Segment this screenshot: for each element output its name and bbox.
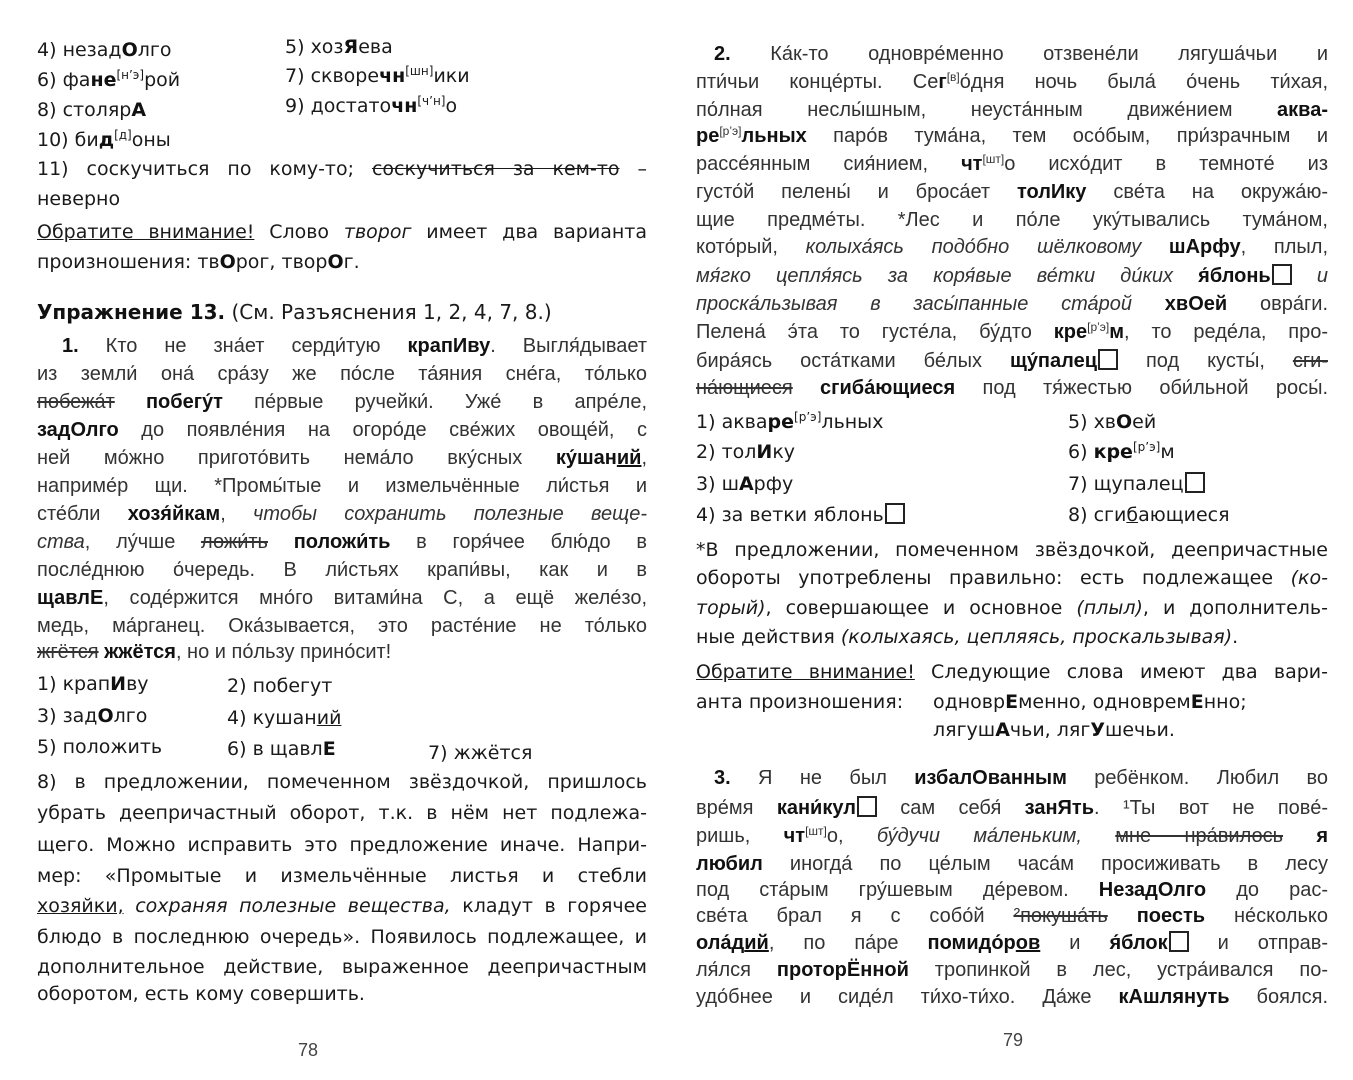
answer-item: 7) щупалец [1068,472,1205,496]
text-line: све́та брал я с собо́й ²покуша́ть поесть не́сколько [696,905,1328,927]
note-attention-words: одноврЕменно, одновремЕнно; [933,691,1247,713]
text-line: *В предложении, помеченном звёздочкой, деепричастные [696,539,1328,561]
text-line: убрать деепричастный оборот, т.к. в нём нет подлежа- [37,802,647,824]
text-line: из земли́ она́ сра́зу же по́сле та́яния сне́га, то́лько [37,363,647,385]
text-line: пти́чьи конце́рты. Сег[в]о́дня ночь была́ о́чень ти́хая, [696,70,1328,93]
text-line: 2. Ка́к-то одновре́менно отзвене́ли лягуша́чьи и [714,43,1328,65]
text-line: побежа́т побегу́т пе́рвые ручейки́. Уже́ в апре́ле, [37,391,648,413]
page-number: 79 [1003,1030,1024,1050]
text-line: блюдо в последнюю очередь». Появилось подлежащее, и [37,926,647,948]
text-line: щего. Можно исправить это предложение иначе. Напри- [37,834,647,856]
text-line: оборотом, есть кому совершить. [37,983,365,1005]
text-line: торый), совершающее и основное (плыл), и дополнитель- [696,597,1328,619]
text-line: ля́лся проторЁнной тропинкой в лес, устра́ивался по- [696,959,1328,981]
answer-item: 5) положить [37,736,163,758]
note-attention-words: лягушАчьи, лягУшечьи. [933,719,1175,741]
note-attention-line2: произношения: твОрог, творОг. [37,251,360,273]
right-page [676,0,1353,1080]
answer-item: 2) побегут [227,675,333,697]
answer-item: 6) кре[р’э]м [1068,440,1175,463]
answer-item: 7) скворечн[шн]ики [285,64,470,87]
page-number: 78 [298,1040,319,1060]
text-line: щавлЕ, соде́ржится мно́го витами́на С, а ещё желе́зо, [37,587,647,609]
text-line: щие предме́ты. *Лес и по́ле уку́тывались тума́ном, [696,209,1328,231]
answer-item-11: 11) соскучиться по кому-то; соскучиться за кем-то – [37,158,647,180]
text-line: обороты употреблены правильно: есть подлежащее (ко- [696,567,1328,589]
answer-item: 3) задОлго [37,705,148,727]
text-line: ре[р’э]льных паро́в тума́на, тем осо́бым, при́зрачным и [696,124,1328,147]
empty-box-icon [885,503,905,524]
text-line: дополнительное действие, выраженное деепричастным [37,956,647,978]
answer-item: 6) в щавлЕ [227,738,336,760]
text-line: наприме́р щи. *Промы́тые и измельчённые ли́стья и [37,475,647,497]
text-line: рассе́янным сия́нием, чт[шт]о исхо́дит в темноте́ из [696,152,1328,175]
answer-item: 4) за ветки яблонь [696,503,905,527]
empty-box-icon [1098,349,1118,370]
text-line: бира́ясь оста́тками бе́лых щу́палец под кусты́, сги- [696,350,1328,372]
answer-item: 4) незадОлго [37,39,172,61]
text-line: кото́рый, колыха́ясь подо́бно шёлковому шАрфу, плыл, [696,236,1329,258]
answer-item: 10) бид[д]оны [37,128,171,151]
empty-box-icon [857,796,877,817]
answer-item: 5) хвОей [1068,411,1157,433]
note-attention: Обратите внимание! Следующие слова имеют два вари- [696,661,1328,683]
text-line: сте́бли хозя́йкам, чтобы сохранить полезные веще- [37,503,647,525]
text-line: 1. Кто не зна́ет серди́тую крапИву. Выгля́дывает [62,335,648,357]
text-line: густо́й пелены́ и броса́ет толИку све́та на окружа́ю- [696,181,1328,203]
note-attention-line2: анта произношения: [696,691,904,713]
text-line: жгётся жжётся, но и по́льзу прино́сит! [37,641,392,663]
answer-item: 2) толИку [696,441,796,463]
text-line: под ста́рым гру́шевым де́ревом. НезадОлго до рас- [696,879,1328,901]
answer-item: 7) жжётся [428,742,533,764]
answer-item: 8) сгибающиеся [1068,504,1230,526]
text-line: ные действия (колыхаясь, цепляясь, проскальзывая). [696,626,1239,648]
text-line: ней мо́жно пригото́вить нема́ло вку́сных ку́шаний, [37,447,647,469]
text-line: по́лная неслы́шным, неуста́нным движе́нием аква- [696,99,1328,121]
text-line: на́ющиеся сгиба́ющиеся под тя́жестью оби́льной росы́. [696,377,1329,399]
text-line: удо́бнее и сиде́л ти́хо-ти́хо. Да́же кАшлянуть боялся. [696,986,1329,1008]
answer-item: 1) акваре[р’э]льных [696,410,884,433]
answer-verdict: неверно [37,188,121,210]
exercise-title: Упражнение 13. (См. Разъяснения 1, 2, 4, 7, 8.) [37,300,552,324]
text-line: проска́льзывая в засы́панные ста́рой хвОей овра́ги. [696,293,1328,315]
text-line: мя́гко цепля́ясь за коря́вые ве́тки ди́ких я́блонь и [696,265,1329,287]
text-line: хозяйки, сохраняя полезные вещества, кладут в горячее [37,895,647,917]
text-line: вре́мя кани́кул сам себя́ занЯть. ¹Ты вот не пове́- [696,797,1328,819]
empty-box-icon [1272,264,1292,285]
text-line: мер: «Промытые и измельчённые листья и стебли [37,865,647,887]
text-line: ришь, чт[шт]о, бу́дучи ма́леньким, мне нра́вилось я [696,824,1329,847]
left-page [0,0,676,1080]
text-line: 8) в предложении, помеченном звёздочкой, пришлось [37,771,647,793]
text-line: задОлго до появле́ния на огоро́де све́жих овоще́й, с [37,419,647,441]
answer-item: 4) кушаний [227,707,342,729]
text-line: Пелена́ э́та то густе́ла, бу́дто кре[р’э]м, то реде́ла, про- [696,320,1328,343]
answer-item: 8) столярА [37,99,147,121]
text-line: 3. Я не был избалОванным ребёнком. Любил во [714,767,1328,789]
answer-item: 9) достаточн[ч’н]о [285,94,458,117]
text-line: после́днюю о́чередь. В ли́стьях крапи́вы, как и в [37,559,647,581]
empty-box-icon [1185,472,1205,493]
text-line: ства, лу́чше ложи́ть положи́ть в горя́чее блю́до в [37,531,647,553]
answer-item: 1) крапИву [37,673,149,695]
answer-item: 6) фане[н’э]рой [37,68,181,91]
text-line: медь, ма́рганец. Ока́зывается, это расте́ние не то́лько [37,615,647,637]
answer-item: 3) шАрфу [696,473,794,495]
text-line: любил иногда́ по це́лым часа́м просиживать в лесу [696,853,1328,875]
answer-item: 5) хозЯева [285,36,393,58]
text-line: ола́дий, по па́ре помидо́ров и я́блок и отправ- [696,932,1328,954]
empty-box-icon [1169,931,1189,952]
note-attention: Обратите внимание! Слово творог имеет два варианта [37,221,647,243]
